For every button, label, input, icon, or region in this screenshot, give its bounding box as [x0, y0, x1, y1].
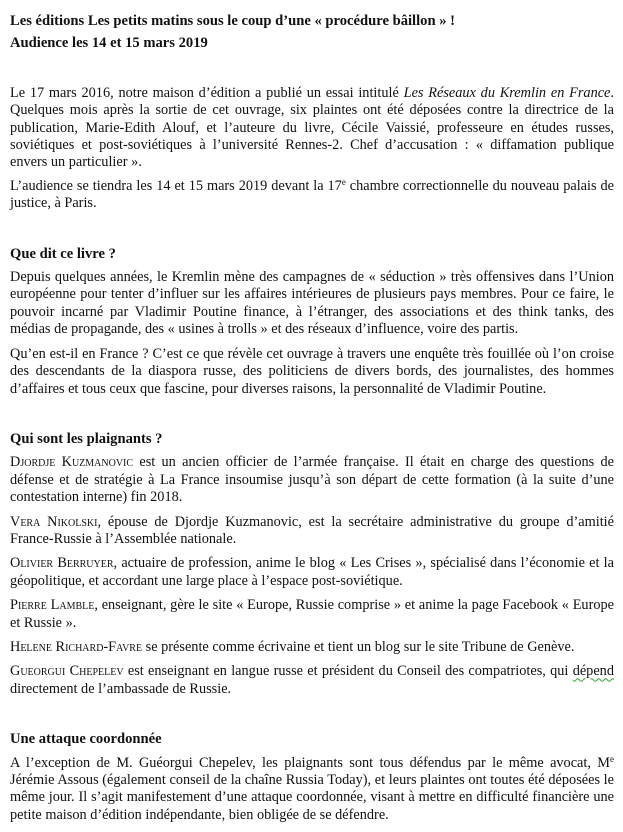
plaintiff-paragraph: Vera Nikolski, épouse de Djordje Kuzmanovic, est la secrétaire administrative du groupe d’amitié France-Russie à l’Assemblée nationale. — [10, 513, 614, 547]
document-title: Les éditions Les petits matins sous le coup d’une « procédure bâillon » ! — [10, 13, 456, 29]
book-paragraph-1: Depuis quelques années, le Kremlin mène des campagnes de « séduction » très offensives dans l’Union européenne pour tenter d’influer sur les affaires intérieures de plusieurs pays membres. Pour ce faire, le pouvoir incarné par Vladimir Poutine finance, à l’étranger, des associations et des think tanks, des médias de propagande, des « usines à trolls » et des réseaux d’influence, voire des partis. — [10, 269, 614, 338]
plaintiff-name: Pierre Lamble — [10, 597, 95, 614]
intro-paragraph-1: Le 17 mars 2016, notre maison d’édition a publié un essai intitulé Les Réseaux du Kremlin en France. Quelques mois après la sortie de cet ouvrage, six plaintes ont été déposées contre la directrice de la publication, Marie-Edith Alouf, et l’auteure du livre, Cécile Vaissié, professeure en études russes, soviétiques et post-soviétiques à l’université Rennes-2. Chef d’accusation : « diffamation publique envers un particulier ». — [10, 84, 614, 171]
attack-paragraph: A l’exception de M. Guéorgui Chepelev, les plaignants sont tous défendus par le même avocat, Me Jérémie Assous (également conseil de la chaîne Russia Today), et leurs plaintes ont toutes été déposées le même jour. Il s’agit manifestement d’une attaque coordonnée, visant à mettre en difficulté financière une petite maison d’édition indépendante, bien obligée de se défendre. — [10, 753, 614, 823]
plaintiff-paragraph: Pierre Lamble, enseignant, gère le site « Europe, Russie comprise » et anime la page Facebook « Europe et Russie ». — [10, 597, 614, 631]
plaintiff-name: Djordje Kuzmanovic — [10, 454, 134, 471]
plaintiff-name: Helene Richard-Favre — [10, 638, 143, 655]
hearing-dates-subtitle: Audience les 14 et 15 mars 2019 — [10, 35, 208, 52]
plaintiff-paragraph: Helene Richard-Favre se présente comme écrivaine et tient un blog sur le site Tribune de Genève. — [10, 638, 575, 655]
plaintiff-paragraph: Djordje Kuzmanovic est un ancien officier de l’armée française. Il était en charge des questions de défense et de stratégie à La France insoumise jusqu’à son départ de cette formation (à la suite d’une contestation interne) fin 2018. — [10, 454, 614, 506]
plaintiff-name: Olivier Berruyer — [10, 555, 114, 572]
book-paragraph-2: Qu’en est-il en France ? C’est ce que révèle cet ouvrage à travers une enquête très fouillée où l’on croise des descendants de la diaspora russe, des politiciens de divers bords, des journalistes, des hommes d’affaires et tous ceux que fascine, pour diverses raisons, la personnalité de Vladimir Poutine. — [10, 345, 614, 397]
plaintiff-paragraph: Olivier Berruyer, actuaire de profession, anime le blog « Les Crises », spécialisé dans l’économie et la géopolitique, et accordant une large place à l’espace post-soviétique. — [10, 555, 615, 589]
intro-paragraph-2: L’audience se tiendra les 14 et 15 mars 2019 devant la 17e chambre correctionnelle du nouveau palais de justice, à Paris. — [10, 176, 614, 212]
plaintiff-name: Vera Nikolski — [10, 513, 98, 530]
plaintiff-name: Gueorgui Chepelev — [10, 663, 124, 680]
book-title: Les Réseaux du Kremlin en France — [403, 84, 611, 101]
spellcheck-underlined-word: dépend — [572, 663, 614, 680]
section-heading-attack: Une attaque coordonnée — [10, 731, 162, 748]
section-heading-plaintiffs: Qui sont les plaignants ? — [10, 430, 163, 447]
plaintiff-paragraph: Gueorgui Chepelev est enseignant en langue russe et président du Conseil des compatriotes, qui dépend directement de l’ambassade de Russie. — [10, 663, 614, 697]
section-heading-book: Que dit ce livre ? — [10, 245, 116, 262]
